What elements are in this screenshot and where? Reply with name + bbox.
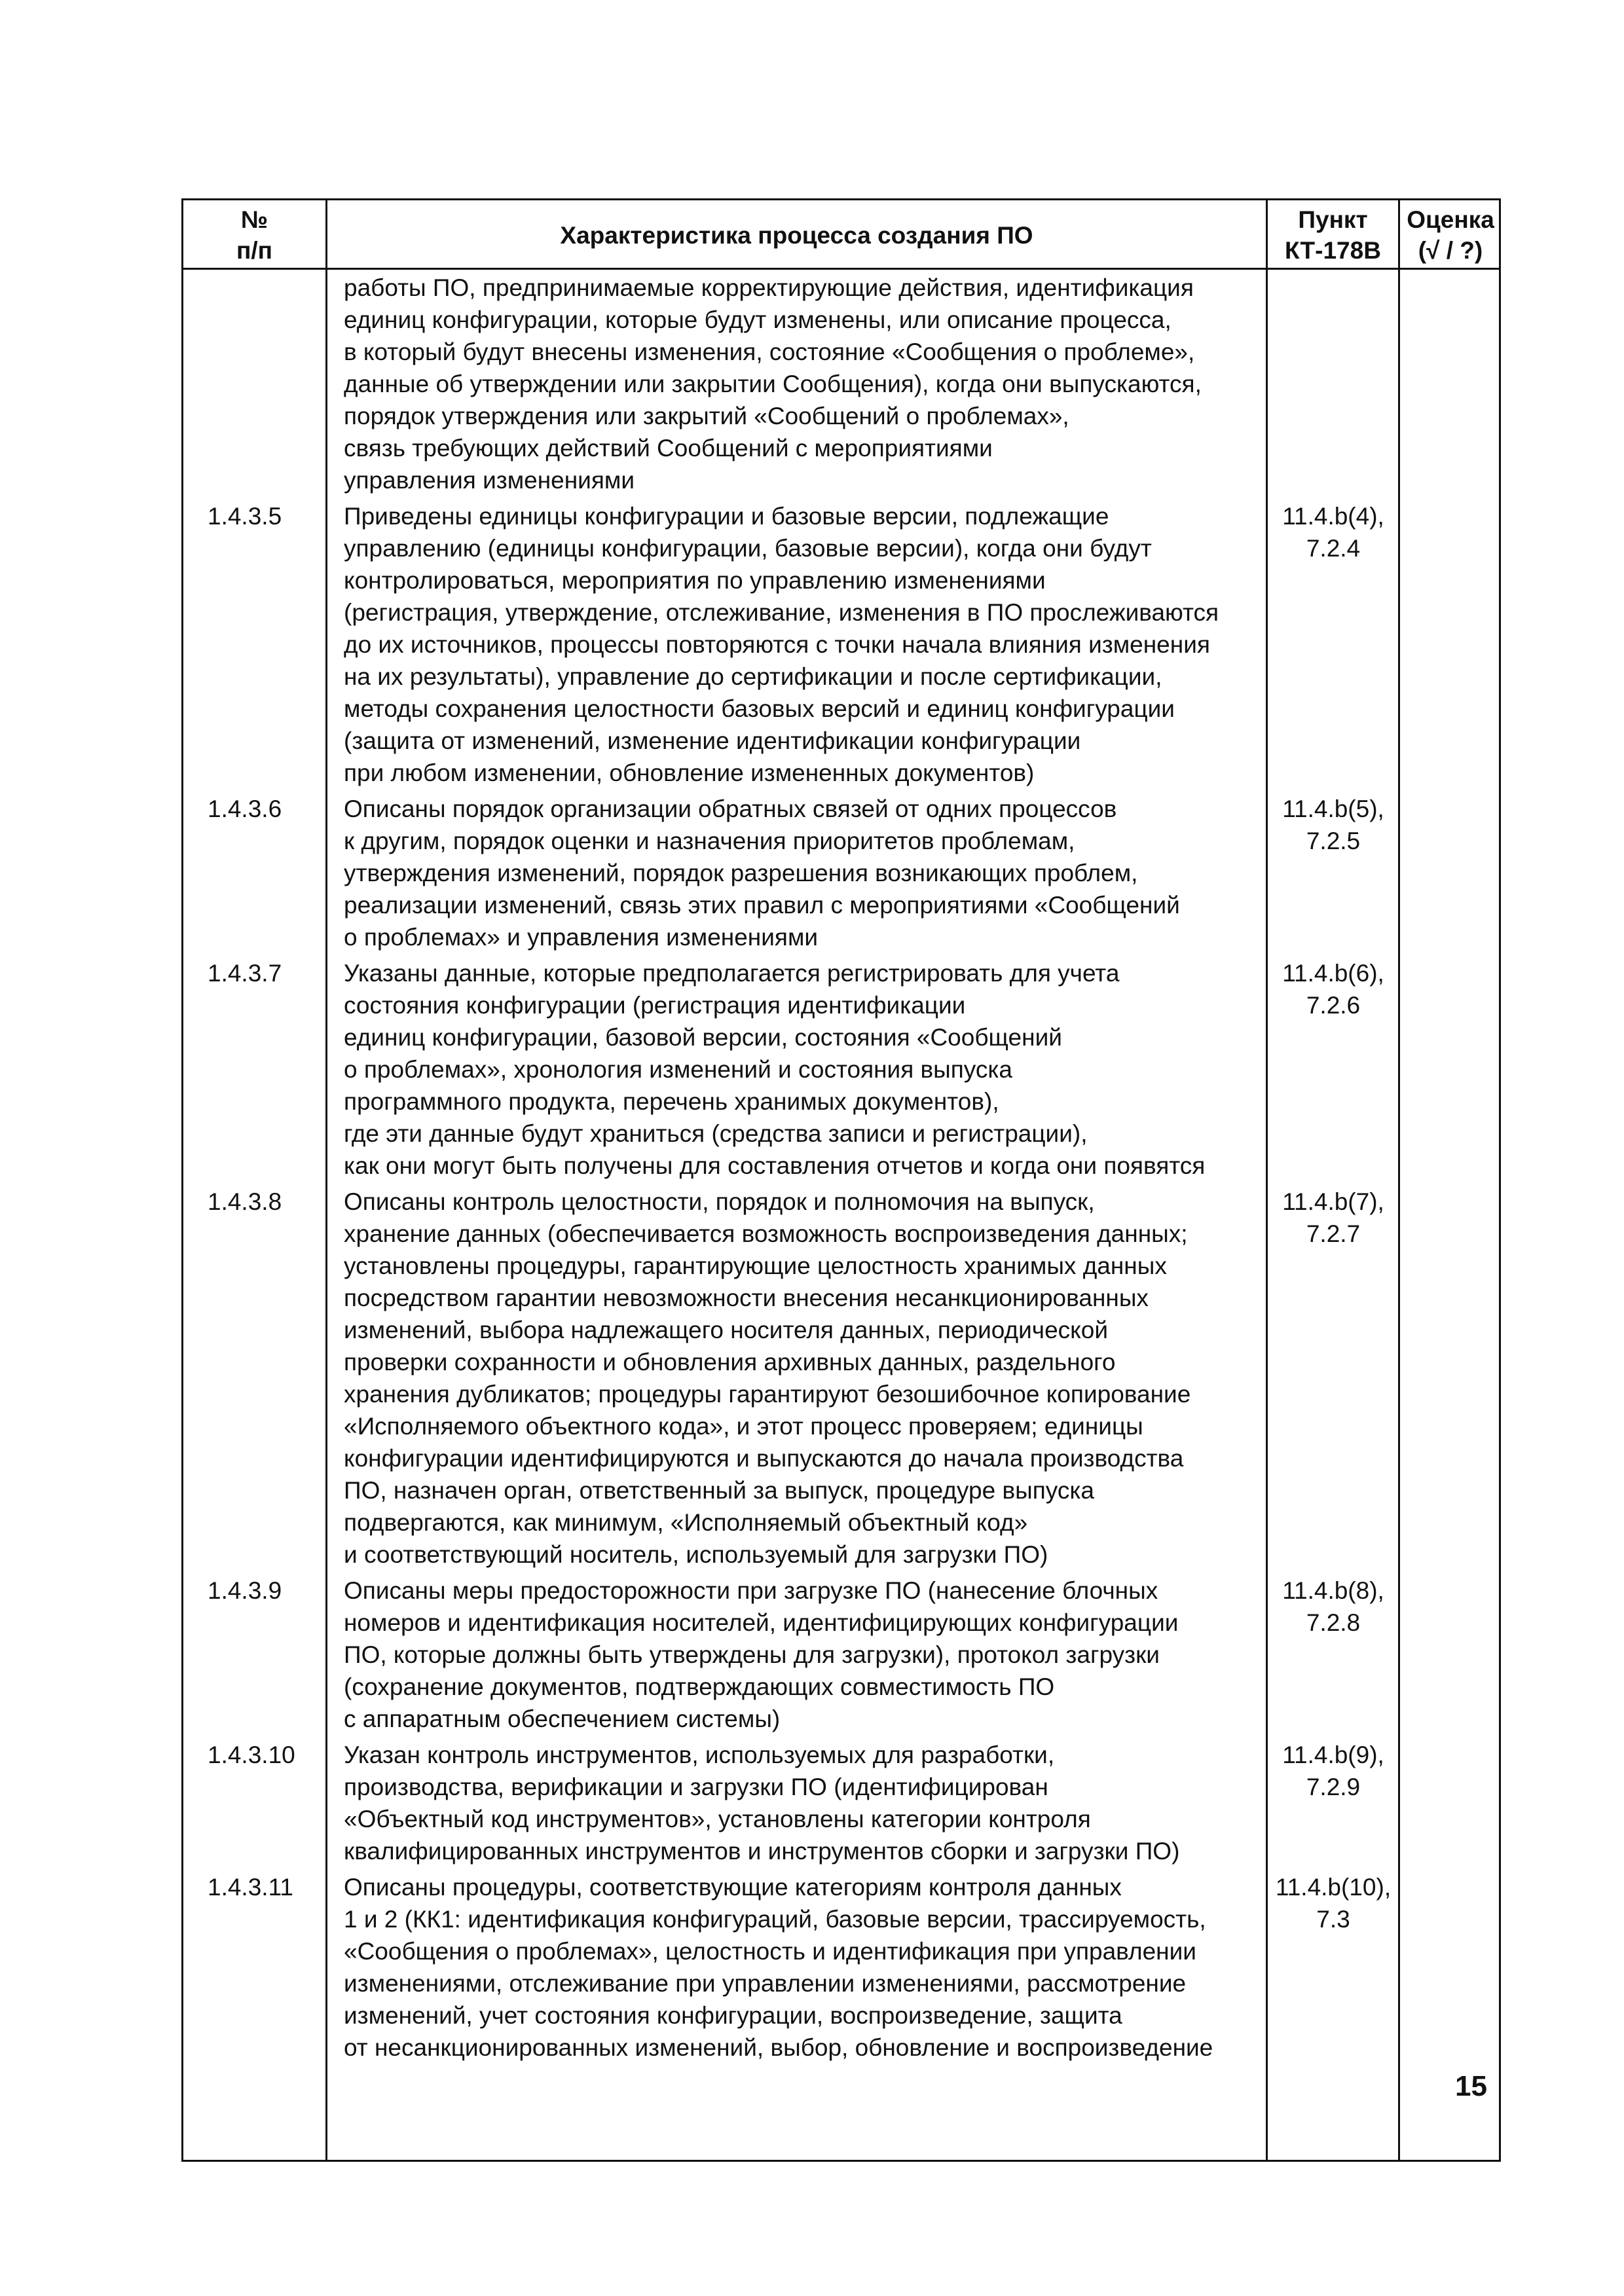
text-line: квалифицированных инструментов и инструментов сборки и загрузки ПО) — [344, 1838, 1180, 1865]
text-line: конфигурации идентифицируются и выпускаются до начала производства — [344, 1445, 1184, 1472]
text-line: ПО, назначен орган, ответственный за выпуск, процедуре выпуска — [344, 1477, 1094, 1504]
text-line: хранения дубликатов; процедуры гарантируют безошибочное копирование — [344, 1381, 1191, 1408]
clause-line: 7.2.4 — [1306, 535, 1361, 562]
continuation-text — [344, 272, 1261, 496]
text-line: изменений, выбора надлежащего носителя данных, периодической — [344, 1317, 1108, 1343]
row-number: 1.4.3.5 — [208, 503, 282, 530]
row-number: 1.4.3.11 — [208, 1874, 293, 1901]
text-line: порядок утверждения или закрытий «Сообщений о проблемах», — [344, 403, 1069, 429]
text-line: Указаны данные, которые предполагается регистрировать для учета — [344, 960, 1120, 987]
text-line: установлены процедуры, гарантирующие целостность хранимых данных — [344, 1252, 1167, 1279]
clause-line: 7.2.9 — [1306, 1774, 1361, 1800]
row-number: 1.4.3.10 — [208, 1741, 295, 1768]
header-num: № п/п — [236, 206, 272, 264]
text-line: состояния конфигурации (регистрация идентификации — [344, 992, 966, 1019]
clause-line: 11.4.b(6), — [1282, 960, 1384, 987]
row-clause-ref — [1272, 1739, 1394, 1803]
text-line: управлению (единицы конфигурации, базовые версии), когда они будут — [344, 535, 1152, 562]
row-clause-ref — [1272, 1186, 1394, 1250]
row-clause-ref — [1272, 500, 1394, 564]
text-line: в который будут внесены изменения, состояние «Сообщения о проблеме», — [344, 338, 1195, 365]
row-number: 1.4.3.9 — [208, 1577, 282, 1604]
clause-line: 7.2.7 — [1306, 1220, 1361, 1247]
text-line: Указан контроль инструментов, используемых для разработки, — [344, 1741, 1055, 1768]
row-clause-ref — [1272, 1575, 1394, 1639]
text-line: Описаны порядок организации обратных связей от одних процессов — [344, 795, 1117, 822]
text-line: и соответствующий носитель, используемый для загрузки ПО) — [344, 1541, 1048, 1568]
clause-line: 11.4.b(7), — [1282, 1188, 1384, 1215]
text-line: реализации изменений, связь этих правил с мероприятиями «Сообщений — [344, 892, 1180, 919]
text-line: данные об утверждении или закрытии Сообщения), когда они выпускаются, — [344, 371, 1202, 397]
row-clause-ref — [1272, 957, 1394, 1021]
text-line: с аппаратным обеспечением системы) — [344, 1705, 781, 1732]
row-number: 1.4.3.8 — [208, 1188, 282, 1215]
clause-line: 7.2.6 — [1306, 992, 1361, 1019]
text-line: от несанкционированных изменений, выбор, обновление и воспроизведение — [344, 2034, 1213, 2061]
text-line: производства, верификации и загрузки ПО (идентифицирован — [344, 1774, 1048, 1800]
text-line: до их источников, процессы повторяются с точки начала влияния изменения — [344, 631, 1210, 658]
text-line: связь требующих действий Сообщений с мероприятиями — [344, 435, 993, 462]
row-description — [344, 1871, 1261, 2064]
row-clause-ref — [1272, 1871, 1394, 1935]
text-line: программного продукта, перечень хранимых документов), — [344, 1088, 999, 1115]
text-line: единиц конфигурации, которые будут изменены, или описание процесса, — [344, 306, 1172, 333]
text-line: к другим, порядок оценки и назначения приоритетов проблемам, — [344, 828, 1075, 854]
header-characteristic: Характеристика процесса создания ПО — [560, 222, 1033, 249]
text-line: ПО, которые должны быть утверждены для загрузки), протокол загрузки — [344, 1641, 1160, 1668]
text-line: Описаны контроль целостности, порядок и полномочия на выпуск, — [344, 1188, 1095, 1215]
clause-line: 11.4.b(5), — [1282, 795, 1384, 822]
text-line: хранение данных (обеспечивается возможность воспроизведения данных; — [344, 1220, 1188, 1247]
text-line: контролироваться, мероприятия по управлению изменениями — [344, 567, 1046, 594]
text-line: методы сохранения целостности базовых версий и единиц конфигурации — [344, 695, 1175, 722]
table-body — [181, 198, 1501, 2162]
text-line: номеров и идентификация носителей, идентифицирующих конфигурации — [344, 1609, 1179, 1636]
text-line: о проблемах» и управления изменениями — [344, 924, 819, 951]
page-number: 15 — [1455, 2070, 1487, 2102]
text-line: «Объектный код инструментов», установлены категории контроля — [344, 1806, 1091, 1832]
clause-line: 7.2.8 — [1306, 1609, 1361, 1636]
row-description — [344, 957, 1261, 1182]
text-line: (регистрация, утверждение, отслеживание, изменения в ПО прослеживаются — [344, 599, 1219, 626]
text-line: где эти данные будут храниться (средства записи и регистрации), — [344, 1120, 1088, 1147]
header-clause: Пункт КТ-178В — [1285, 206, 1381, 264]
clause-line: 11.4.b(9), — [1282, 1741, 1384, 1768]
clause-line: 11.4.b(10), — [1275, 1874, 1392, 1901]
row-description — [344, 1186, 1261, 1571]
clause-line: 7.3 — [1316, 1906, 1350, 1933]
text-line: как они могут быть получены для составления отчетов и когда они появятся — [344, 1152, 1206, 1179]
row-number: 1.4.3.7 — [208, 960, 282, 987]
text-line: посредством гарантии невозможности внесения несанкционированных — [344, 1285, 1149, 1311]
row-description — [344, 500, 1261, 789]
text-line: Описаны меры предосторожности при загрузке ПО (нанесение блочных — [344, 1577, 1158, 1604]
text-line: (сохранение документов, подтверждающих совместимость ПО — [344, 1673, 1055, 1700]
row-description — [344, 1739, 1261, 1867]
text-line: (защита от изменений, изменение идентификации конфигурации — [344, 727, 1081, 754]
text-line: 1 и 2 (КК1: идентификация конфигураций, базовые версии, трассируемость, — [344, 1906, 1206, 1933]
row-description — [344, 793, 1261, 953]
text-line: управления изменениями — [344, 467, 635, 494]
text-line: изменениями, отслеживание при управлении изменениями, рассмотрение — [344, 1970, 1187, 1997]
text-line: на их результаты), управление до сертификации и после сертификации, — [344, 663, 1162, 690]
row-number: 1.4.3.6 — [208, 795, 282, 822]
clause-line: 7.2.5 — [1306, 828, 1361, 854]
row-clause-ref — [1272, 793, 1394, 857]
text-line: подвергаются, как минимум, «Исполняемый объектный код» — [344, 1509, 1028, 1536]
text-line: Описаны процедуры, соответствующие категориям контроля данных — [344, 1874, 1122, 1901]
header-rating: Оценка (√ / ?) — [1407, 206, 1494, 264]
text-line: проверки сохранности и обновления архивных данных, раздельного — [344, 1349, 1116, 1376]
clause-line: 11.4.b(8), — [1282, 1577, 1384, 1604]
row-description — [344, 1575, 1261, 1735]
text-line: единиц конфигурации, базовой версии, состояния «Сообщений — [344, 1024, 1062, 1051]
text-line: при любом изменении, обновление измененных документов) — [344, 759, 1035, 786]
text-line: о проблемах», хронология изменений и состояния выпуска — [344, 1056, 1012, 1083]
clause-line: 11.4.b(4), — [1282, 503, 1384, 530]
text-line: изменений, учет состояния конфигурации, воспроизведение, защита — [344, 2002, 1122, 2029]
text-line: работы ПО, предпринимаемые корректирующие действия, идентификация — [344, 274, 1194, 301]
text-line: утверждения изменений, порядок разрешения возникающих проблем, — [344, 860, 1138, 886]
text-line: Приведены единицы конфигурации и базовые версии, подлежащие — [344, 503, 1109, 530]
text-line: «Исполняемого объектного кода», и этот процесс проверяем; единицы — [344, 1413, 1143, 1440]
text-line: «Сообщения о проблемах», целостность и идентификация при управлении — [344, 1938, 1196, 1965]
